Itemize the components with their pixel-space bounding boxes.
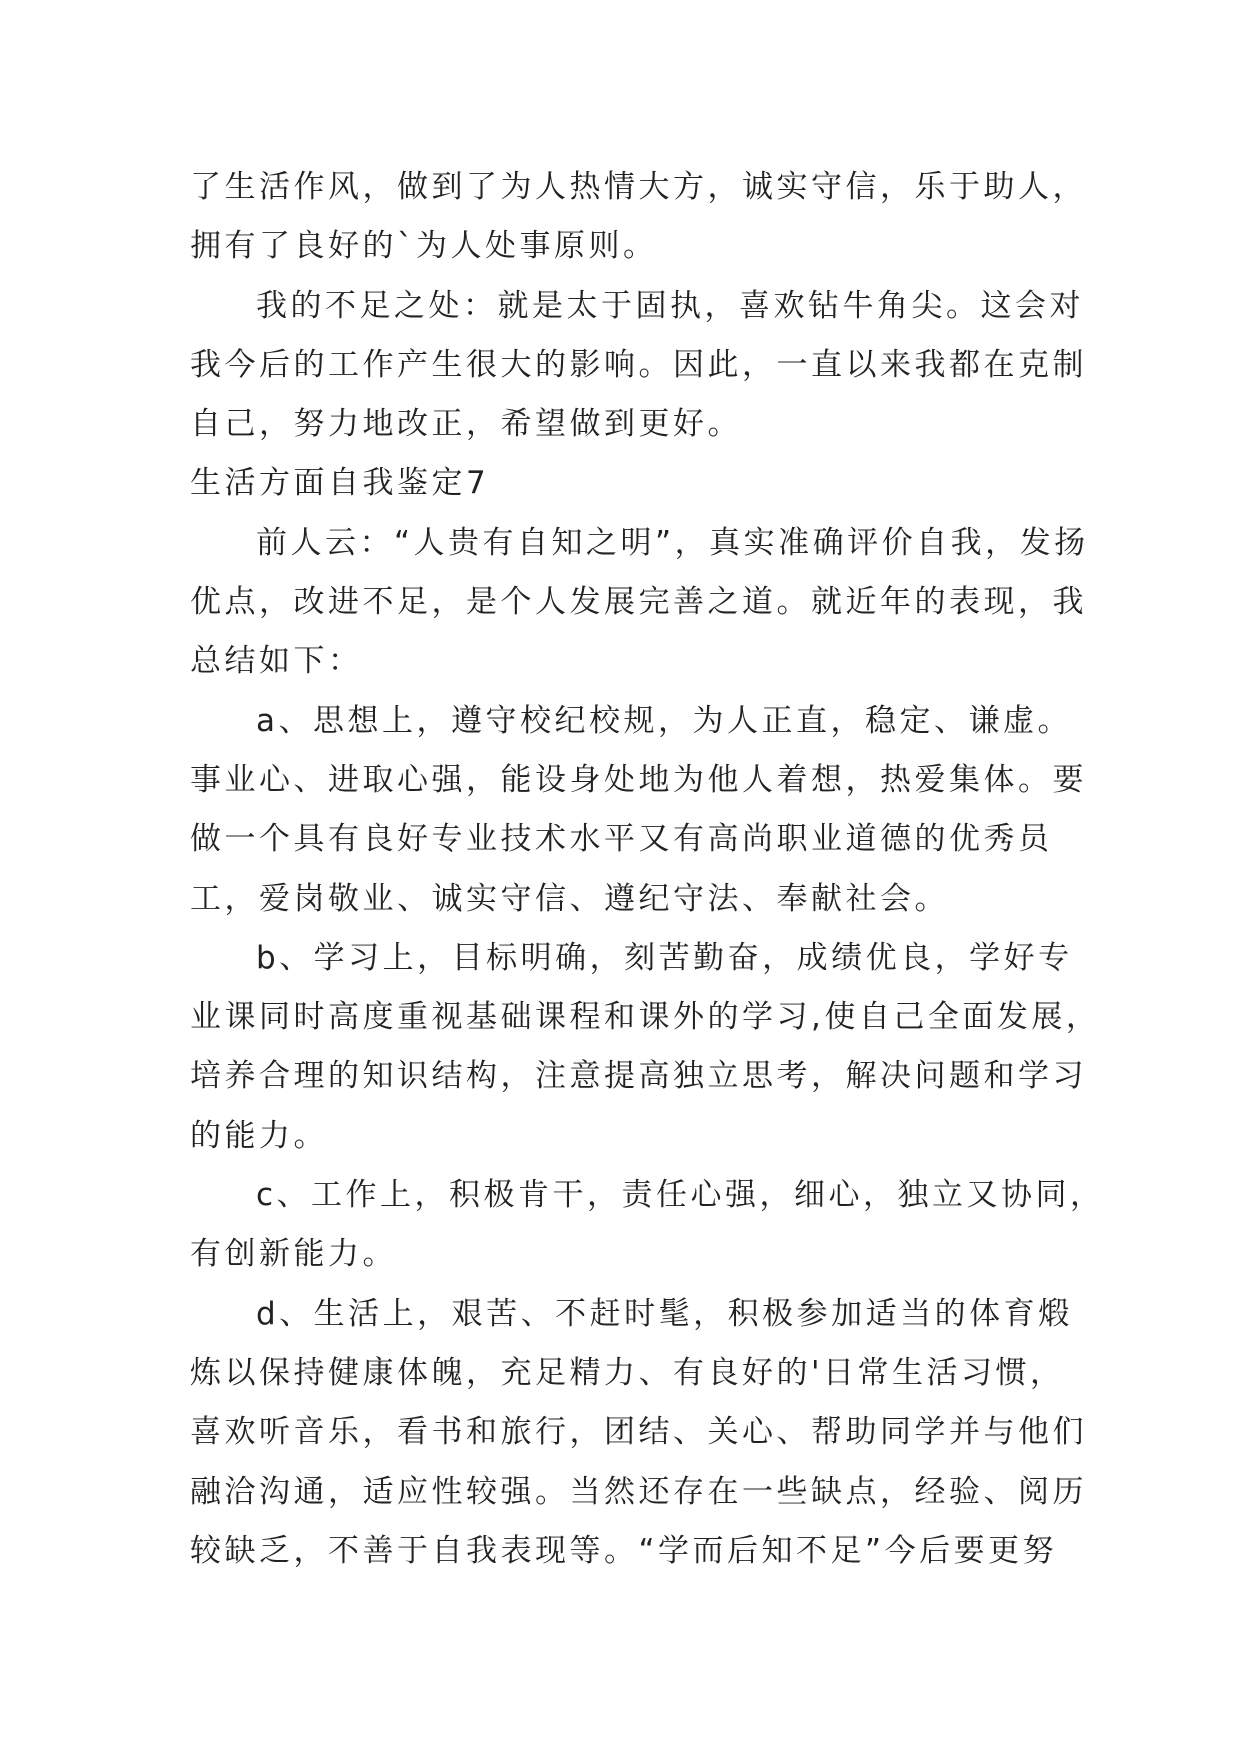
text-line: 自己，努力地改正，希望做到更好。 [190,406,742,443]
text-line: 喜欢听音乐，看书和旅行，团结、关心、帮助同学并与他们 [190,1414,1087,1451]
text-line: 事业心、进取心强，能设身处地为他人着想，热爱集体。要 [190,761,1087,798]
text-line: 了生活作风，做到了为人热情大方，诚实守信，乐于助人， [190,169,1087,205]
text-line: 总结如下： [190,643,363,680]
text-line: 炼以保持健康体魄，充足精力、有良好的'日常生活习惯， [190,1354,1065,1391]
text-line: 业课同时高度重视基础课程和课外的学习,使自己全面发展， [190,999,1101,1036]
text-line: 优点，改进不足，是个人发展完善之道。就近年的表现，我 [190,584,1087,621]
text-line: 较缺乏，不善于自我表现等。“学而后知不足”今后要更努 [190,1532,1058,1569]
text-line: 培养合理的知识结构，注意提高独立思考，解决问题和学习 [190,1058,1087,1095]
text-line: a、思想上，遵守校纪校规，为人正直，稳定、谦虚。 [256,702,1072,739]
text-line: 融洽沟通，适应性较强。当然还存在一些缺点，经验、阅历 [190,1473,1087,1510]
text-line: 的能力。 [190,1117,328,1154]
text-line: 我今后的工作产生很大的影响。因此，一直以来我都在克制 [190,346,1087,383]
text-line: c、工作上，积极肯干，责任心强，细心，独立又协同， [256,1177,1105,1214]
document-body [190,158,1105,1581]
text-line: d、生活上，艰苦、不赶时髦，积极参加适当的体育煅 [256,1295,1073,1332]
text-line: b、学习上，目标明确，刻苦勤奋，成绩优良，学好专 [256,939,1073,976]
text-line: 有创新能力。 [190,1236,397,1273]
text-line: 生活方面自我鉴定7 [190,465,490,502]
text-line: 我的不足之处：就是太于固执，喜欢钻牛角尖。这会对 [256,287,1084,324]
text-line: 拥有了良好的`为人处事原则。 [190,228,658,265]
text-line: 工，爱岗敬业、诚实守信、遵纪守法、奉献社会。 [190,880,949,917]
text-line: 做一个具有良好专业技术水平又有高尚职业道德的优秀员 [190,821,1053,858]
text-line: 前人云：“人贵有自知之明”，真实准确评价自我，发扬 [256,524,1089,561]
